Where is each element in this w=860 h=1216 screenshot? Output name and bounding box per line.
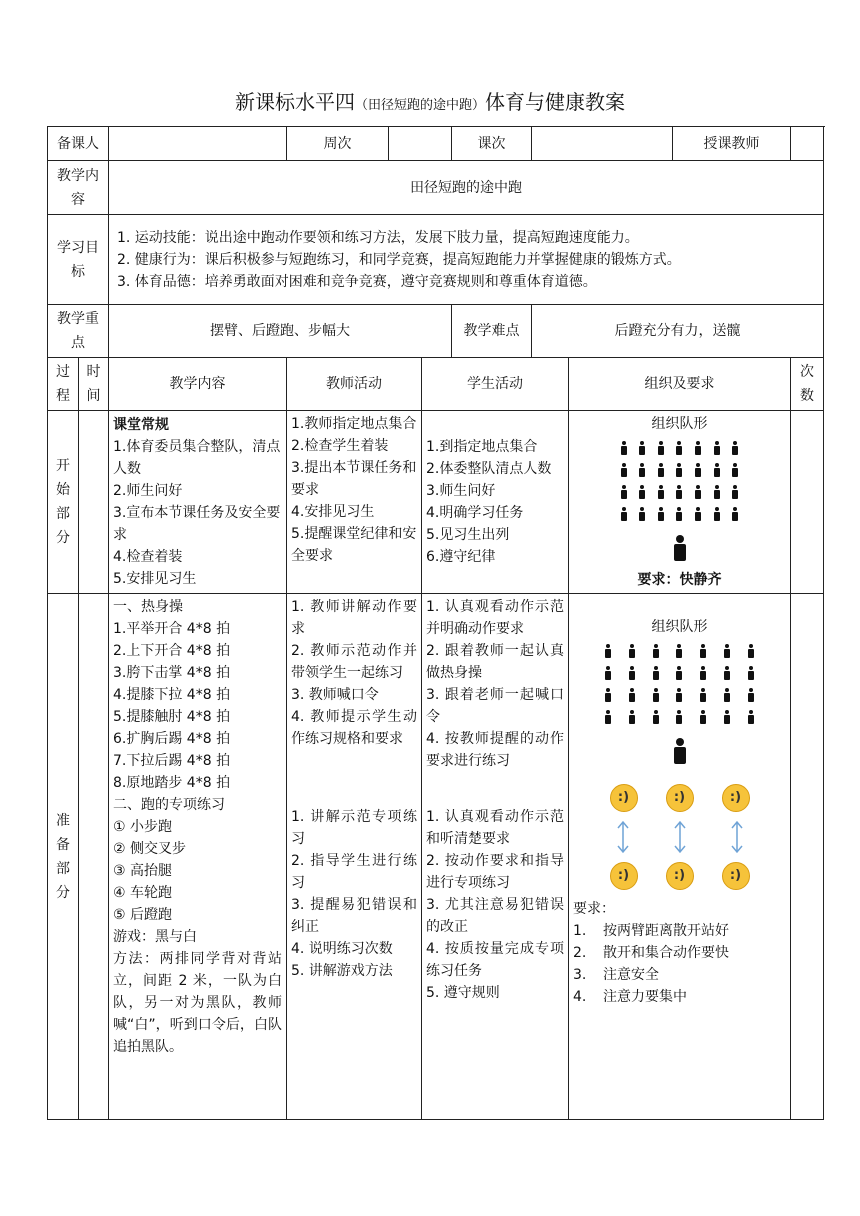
person-icon	[604, 688, 612, 702]
person-icon	[657, 507, 665, 521]
double-arrow-icon	[673, 820, 687, 854]
content-value: 田径短跑的途中跑	[109, 161, 824, 215]
smiley-face-icon: :)	[722, 862, 750, 890]
list-item: 4. 按质按量完成专项练习任务	[426, 941, 564, 979]
prep-student-activity	[422, 594, 569, 1120]
list-item: 3.胯下击掌 4*8 拍	[113, 665, 231, 681]
list-item: 4.提膝下拉 4*8 拍	[113, 687, 231, 703]
teacher-icon	[673, 535, 687, 561]
list-item: 2. 跟着教师一起认真做热身操	[426, 643, 564, 681]
list-item: 3.师生问好	[426, 483, 496, 499]
person-icon	[675, 507, 683, 521]
col-count: 次数	[791, 358, 824, 411]
list-item: 2.上下开合 4*8 拍	[113, 643, 231, 659]
person-icon	[675, 666, 683, 680]
start-count[interactable]	[791, 411, 824, 594]
start-content-title: 课堂常规	[113, 417, 169, 433]
content-label: 教学内容	[48, 161, 109, 215]
list-item: 1. 认真观看动作示范和听清楚要求	[426, 809, 564, 847]
list-item: 3.提出本节课任务和要求	[291, 460, 417, 498]
title-main-a: 新课标水平四	[234, 90, 355, 114]
list-item: 4. 说明练习次数	[291, 941, 393, 957]
list-item: 2. 指导学生进行练习	[291, 853, 417, 891]
list-item: 2. 按动作要求和指导进行专项练习	[426, 853, 564, 891]
list-item: 2. 散开和集合动作要快	[573, 945, 729, 961]
smiley-face-icon: :)	[722, 784, 750, 812]
person-icon	[699, 688, 707, 702]
person-icon	[747, 666, 755, 680]
person-icon	[620, 441, 628, 455]
person-icon	[747, 688, 755, 702]
list-item: 1.到指定地点集合	[426, 439, 538, 455]
list-item: 5.见习生出列	[426, 527, 510, 543]
person-icon	[723, 710, 731, 724]
teacher-icon	[673, 738, 687, 764]
formation-grid	[615, 441, 745, 521]
col-student: 学生活动	[422, 358, 569, 411]
prep-label: 准备部分	[48, 594, 79, 1120]
person-icon	[747, 644, 755, 658]
teacher-label: 授课教师	[673, 127, 791, 161]
list-item: ④ 车轮跑	[113, 885, 173, 901]
list-item: 2. 教师示范动作并带领学生一起练习	[291, 643, 417, 681]
person-icon	[675, 485, 683, 499]
person-icon	[652, 710, 660, 724]
person-icon	[713, 463, 721, 477]
list-item: 一、热身操	[113, 599, 183, 615]
prep-req-list	[573, 920, 786, 1008]
list-item: 5. 讲解游戏方法	[291, 963, 393, 979]
preparer-value[interactable]	[109, 127, 287, 161]
preparer-label: 备课人	[48, 127, 109, 161]
list-item: 1.平举开合 4*8 拍	[113, 621, 231, 637]
person-icon	[731, 507, 739, 521]
person-icon	[628, 644, 636, 658]
person-icon	[628, 688, 636, 702]
difficulty-value: 后蹬充分有力，送髋	[532, 305, 824, 358]
person-icon	[675, 441, 683, 455]
person-icon	[620, 507, 628, 521]
start-content	[109, 411, 287, 594]
list-item: 5.安排见习生	[113, 571, 197, 587]
person-icon	[628, 666, 636, 680]
person-icon	[675, 688, 683, 702]
person-icon	[723, 688, 731, 702]
list-item: 1. 认真观看动作示范并明确动作要求	[426, 599, 564, 637]
prep-org-title: 组织队形	[651, 619, 708, 635]
person-icon	[638, 441, 646, 455]
teacher-value[interactable]	[791, 127, 824, 161]
keypoints-value: 摆臂、后蹬跑、步幅大	[109, 305, 452, 358]
page-title	[0, 86, 860, 115]
prep-time[interactable]	[79, 594, 109, 1120]
list-item: 1. 按两臂距离散开站好	[573, 923, 729, 939]
list-item: 游戏：黑与白	[113, 929, 197, 945]
week-label: 周次	[287, 127, 389, 161]
prep-section-row	[48, 594, 824, 1120]
person-icon	[675, 644, 683, 658]
list-item: 5. 遵守规则	[426, 985, 500, 1001]
list-item: 1.教师指定地点集合	[291, 416, 417, 432]
person-icon	[731, 441, 739, 455]
list-item: 4. 教师提示学生动作练习规格和要求	[291, 709, 417, 747]
list-item: 3. 注意安全	[573, 967, 659, 983]
person-icon	[713, 485, 721, 499]
person-icon	[657, 485, 665, 499]
list-item: 1.体育委员集合整队，清点人数	[113, 439, 281, 477]
goal-item: 3. 体育品德：培养勇敢面对困难和竞争竞赛，遵守竞赛规则和尊重体育道德。	[117, 273, 597, 290]
person-icon	[652, 688, 660, 702]
col-content: 教学内容	[109, 358, 287, 411]
col-time: 时间	[79, 358, 109, 411]
col-org: 组织及要求	[569, 358, 791, 411]
list-item: 4.检查着装	[113, 549, 183, 565]
goal-item: 2. 健康行为：课后积极参与短跑练习，和同学竞赛，提高短跑能力并掌握健康的锻炼方式。	[117, 251, 681, 268]
person-icon	[694, 507, 702, 521]
person-icon	[604, 644, 612, 658]
person-icon	[604, 710, 612, 724]
keypoints-label: 教学重点	[48, 305, 109, 358]
smiley-row-bottom	[610, 862, 750, 890]
list-item: 6.遵守纪律	[426, 549, 496, 565]
lesson-label: 课次	[452, 127, 532, 161]
person-icon	[713, 441, 721, 455]
difficulty-label: 教学难点	[452, 305, 532, 358]
person-icon	[694, 463, 702, 477]
list-item: 2.检查学生着装	[291, 438, 389, 454]
person-icon	[699, 666, 707, 680]
start-label: 开始部分	[48, 411, 79, 594]
start-org-title: 组织队形	[651, 416, 708, 432]
start-requirement: 要求：快静齐	[637, 572, 722, 588]
smiley-face-icon: :)	[610, 784, 638, 812]
content-row	[48, 161, 824, 215]
week-value[interactable]	[389, 127, 452, 161]
list-item: 4. 注意力要集中	[573, 989, 687, 1005]
goals-list	[109, 215, 824, 305]
start-student-activity	[422, 411, 569, 594]
double-arrow-icon	[730, 820, 744, 854]
col-teacher: 教师活动	[287, 358, 422, 411]
list-item: 3. 跟着老师一起喊口令	[426, 687, 564, 725]
list-item: 2.体委整队清点人数	[426, 461, 552, 477]
goals-label: 学习目标	[48, 215, 109, 305]
list-item: 7.下拉后踢 4*8 拍	[113, 753, 231, 769]
list-item: ② 侧交叉步	[113, 841, 187, 857]
column-header-row	[48, 358, 824, 411]
list-item: 2.师生问好	[113, 483, 183, 499]
smiley-face-icon: :)	[666, 784, 694, 812]
person-icon	[723, 644, 731, 658]
prep-teacher-activity	[287, 594, 422, 1120]
person-icon	[652, 644, 660, 658]
smiley-row-top	[610, 784, 750, 812]
person-icon	[657, 463, 665, 477]
list-item: 3. 尤其注意易犯错误的改正	[426, 897, 564, 935]
list-item: 6.扩胸后踢 4*8 拍	[113, 731, 231, 747]
smiley-face-icon: :)	[610, 862, 638, 890]
list-item: 1. 教师讲解动作要求	[291, 599, 417, 637]
smiley-face-icon: :)	[666, 862, 694, 890]
list-item: ③ 高抬腿	[113, 863, 173, 879]
person-icon	[604, 666, 612, 680]
person-icon	[731, 463, 739, 477]
person-icon	[620, 485, 628, 499]
person-icon	[638, 507, 646, 521]
start-organization	[569, 411, 791, 594]
start-section-row	[48, 411, 824, 594]
list-item: ⑤ 后蹬跑	[113, 907, 173, 923]
list-item: ① 小步跑	[113, 819, 173, 835]
list-item: 4.明确学习任务	[426, 505, 524, 521]
list-item: 8.原地踏步 4*8 拍	[113, 775, 231, 791]
person-icon	[675, 710, 683, 724]
lesson-value[interactable]	[532, 127, 673, 161]
goals-row	[48, 215, 824, 305]
person-icon	[675, 463, 683, 477]
person-icon	[657, 441, 665, 455]
person-icon	[620, 463, 628, 477]
lesson-plan-table	[47, 126, 824, 1120]
person-icon	[638, 485, 646, 499]
person-icon	[747, 710, 755, 724]
prep-organization	[569, 594, 791, 1120]
person-icon	[731, 485, 739, 499]
prep-req-label: 要求：	[573, 901, 615, 917]
list-item: 二、跑的专项练习	[113, 797, 225, 813]
list-item: 方法：两排同学背对背站立，间距 2 米，一队为白队，另一对为黑队，教师喊“白”，听到口令后，白队追拍黑队。	[113, 951, 282, 1055]
keypoints-row	[48, 305, 824, 358]
person-icon	[694, 441, 702, 455]
person-icon	[652, 666, 660, 680]
header-row	[48, 127, 824, 161]
col-process: 过程	[48, 358, 79, 411]
list-item: 3. 提醒易犯错误和纠正	[291, 897, 417, 935]
title-main-b: 体育与健康教案	[485, 90, 625, 114]
arrow-row	[616, 820, 744, 854]
list-item: 3. 教师喊口令	[291, 687, 379, 703]
list-item: 4. 按教师提醒的动作要求进行练习	[426, 731, 564, 769]
double-arrow-icon	[616, 820, 630, 854]
person-icon	[699, 710, 707, 724]
list-item: 3.宣布本节课任务及安全要求	[113, 505, 281, 543]
person-icon	[694, 485, 702, 499]
person-icon	[723, 666, 731, 680]
list-item: 1. 讲解示范专项练习	[291, 809, 417, 847]
person-icon	[699, 644, 707, 658]
start-teacher-activity	[287, 411, 422, 594]
start-time[interactable]	[79, 411, 109, 594]
person-icon	[713, 507, 721, 521]
prep-count[interactable]	[791, 594, 824, 1120]
title-sub: （田径短跑的途中跑）	[354, 98, 485, 113]
list-item: 4.安排见习生	[291, 504, 375, 520]
prep-content	[109, 594, 287, 1120]
list-item: 5.提醒课堂纪律和安全要求	[291, 526, 417, 564]
person-icon	[638, 463, 646, 477]
person-icon	[628, 710, 636, 724]
list-item: 5.提膝触肘 4*8 拍	[113, 709, 231, 725]
goal-item: 1. 运动技能：说出途中跑动作要领和练习方法，发展下肢力量，提高短跑速度能力。	[117, 229, 639, 246]
formation-grid	[597, 644, 763, 724]
